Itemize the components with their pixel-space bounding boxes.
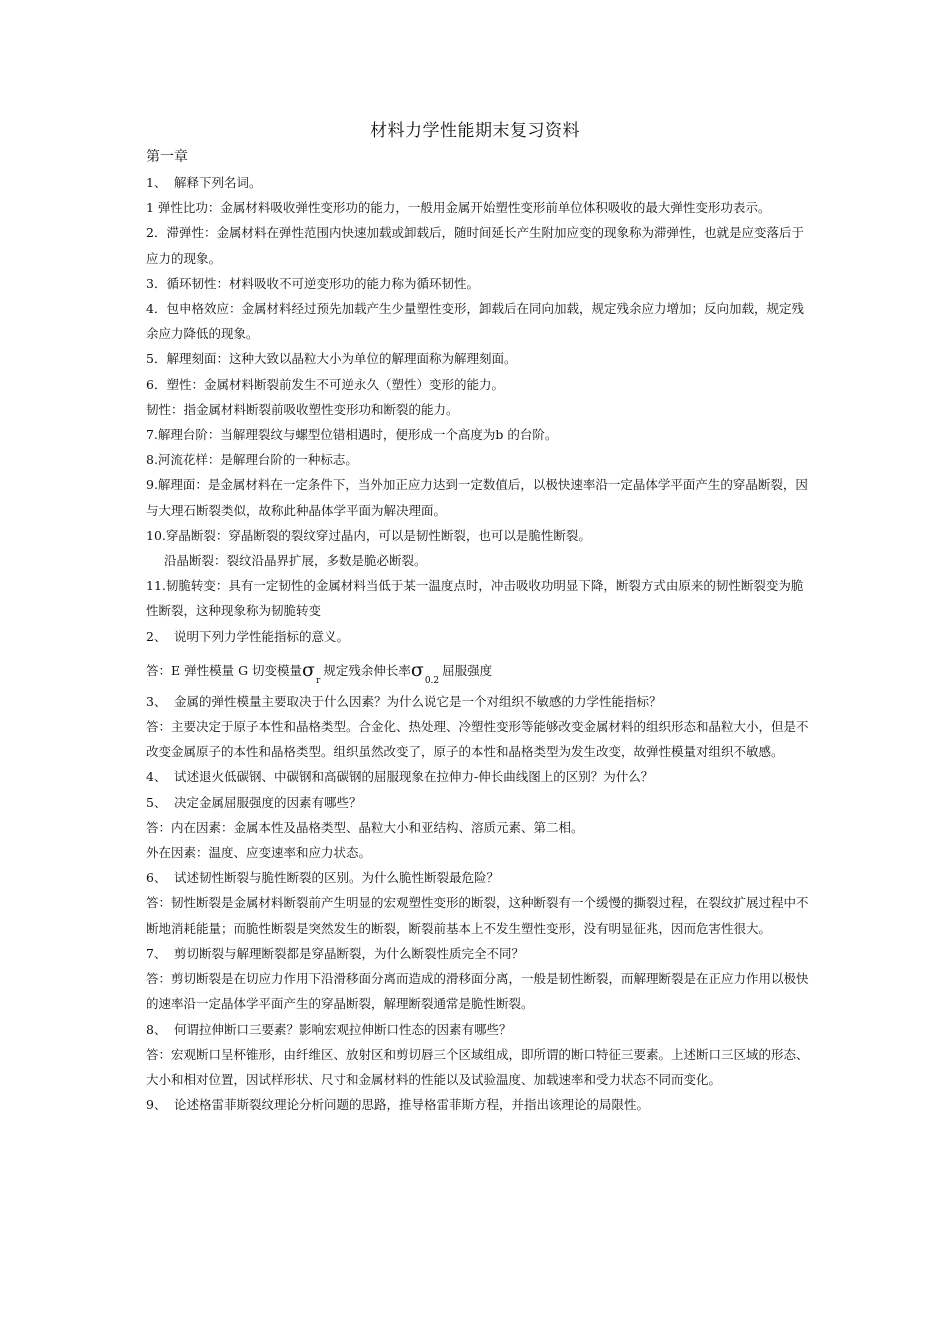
answer-formula (146, 649, 810, 689)
question-number: 8、 (146, 1021, 167, 1037)
question-text: 说明下列力学性能指标的意义。 (174, 628, 350, 644)
answer-text: 外在因素：温度、应变速率和应力状态。 (146, 845, 372, 861)
definition-item: 5．解理刻面：这种大致以晶粒大小为单位的解理面称为解理刻面。 (146, 351, 517, 367)
definition-item: 9.解理面：是金属材料在一定条件下，当外加正应力达到一定数值后，以极快速率沿一定晶体学平面产生的穿晶断裂，因与大理石断裂类似，故称此种晶体学平面为解决理面。 (146, 477, 808, 518)
answer-text: 答：主要决定于原子本性和晶格类型。合金化、热处理、冷塑性变形等能够改变金属材料的组织形态和晶粒大小，但是不改变金属原子的本性和晶格类型。组织虽然改变了，原子的本性和晶格类型为发生改变，故弹性模量对组织不敏感。 (146, 719, 809, 760)
question-8 (146, 1017, 810, 1042)
question-number: 9、 (146, 1097, 167, 1113)
answer-text: 答：韧性断裂是金属材料断裂前产生明显的宏观塑性变形的断裂，这种断裂有一个缓慢的撕裂过程，在裂纹扩展过程中不断地消耗能量；而脆性断裂是突然发生的断裂，断裂前基本上不发生塑性变形，没有明显征兆，因而危害性很大。 (146, 895, 809, 936)
question-9 (146, 1092, 810, 1117)
sigma-symbol: σ (410, 658, 424, 681)
definition-item: 1 弹性比功：金属材料吸收弹性变形功的能力，一般用金属开始塑性变形前单位体积吸收的最大弹性变形功表示。 (146, 200, 771, 216)
question-2 (146, 624, 810, 649)
question-number: 6、 (146, 870, 167, 886)
question-text: 试述退火低碳钢、中碳钢和高碳钢的屈服现象在拉伸力-伸长曲线图上的区别？为什么？ (174, 769, 654, 785)
question-number: 2、 (146, 628, 167, 644)
definition-item: 7.解理台阶：当解理裂纹与螺型位错相遇时，便形成一个高度为b 的台阶。 (146, 427, 558, 443)
definition-item: 沿晶断裂：裂纹沿晶界扩展，多数是脆必断裂。 (164, 553, 427, 569)
question-text: 试述韧性断裂与脆性断裂的区别。为什么脆性断裂最危险？ (174, 870, 500, 886)
question-text: 解释下列名词。 (174, 175, 262, 190)
definition-item: 6．塑性：金属材料断裂前发生不可逆永久（塑性）变形的能力。 (146, 376, 504, 392)
question-3 (146, 689, 810, 714)
question-text: 剪切断裂与解理断裂都是穿晶断裂，为什么断裂性质完全不同？ (174, 945, 525, 961)
question-6 (146, 865, 810, 890)
answer-middle: 规定残余伸长率 (323, 662, 411, 678)
question-5 (146, 790, 810, 815)
question-1 (146, 170, 810, 195)
answer-suffix: 屈服强度 (442, 662, 493, 678)
chapter-heading: 第一章 (146, 149, 188, 165)
definition-item: 2．滞弹性：金属材料在弹性范围内快速加载或卸载后，随时间延长产生附加应变的现象称为滞弹性，也就是应变落后于应力的现象。 (146, 225, 804, 266)
question-4 (146, 764, 810, 789)
document-title: 材料力学性能期末复习资料 (370, 121, 580, 141)
question-text: 何谓拉伸断口三要素？影响宏观拉伸断口性态的因素有哪些？ (174, 1021, 512, 1037)
answer-text: 答：内在因素：金属本性及晶格类型、晶粒大小和亚结构、溶质元素、第二相。 (146, 819, 584, 835)
answer-text: 答：剪切断裂是在切应力作用下沿滑移面分离而造成的滑移面分离，一般是韧性断裂，而解理断裂是在正应力作用以极快的速率沿一定晶体学平面产生的穿晶断裂，解理断裂通常是脆性断裂。 (146, 971, 809, 1012)
definition-item: 8.河流花样：是解理台阶的一种标志。 (146, 452, 358, 468)
question-text: 论述格雷菲斯裂纹理论分析问题的思路，推导格雷菲斯方程，并指出该理论的局限性。 (174, 1097, 650, 1113)
question-text: 决定金属屈服强度的因素有哪些？ (174, 794, 362, 810)
question-number: 1、 (146, 175, 167, 190)
sigma-symbol: σ (302, 658, 316, 681)
definition-item: 4．包申格效应：金属材料经过预先加载产生少量塑性变形，卸载后在同向加载，规定残余应力增加；反向加载，规定残余应力降低的现象。 (146, 301, 804, 342)
question-7 (146, 941, 810, 966)
subscript-r: r (316, 675, 321, 686)
definition-item: 10.穿晶断裂：穿晶断裂的裂纹穿过晶内，可以是韧性断裂，也可以是脆性断裂。 (146, 527, 591, 543)
definition-item: 韧性：指金属材料断裂前吸收塑性变形功和断裂的能力。 (146, 401, 459, 417)
definition-item: 11.韧脆转变：具有一定韧性的金属材料当低于某一温度点时，冲击吸收功明显下降，断裂方式由原来的韧性断裂变为脆性断裂，这种现象称为韧脆转变 (146, 578, 804, 619)
question-number: 3、 (146, 693, 167, 709)
question-number: 4、 (146, 769, 167, 785)
question-text: 金属的弹性模量主要取决于什么因素？为什么说它是一个对组织不敏感的力学性能指标？ (174, 693, 662, 709)
question-number: 7、 (146, 945, 167, 961)
definition-item: 3．循环韧性：材料吸收不可逆变形功的能力称为循环韧性。 (146, 275, 479, 291)
document-body (146, 144, 810, 1117)
question-number: 5、 (146, 794, 167, 810)
answer-prefix: 答：E 弹性模量 G 切变模量 (146, 662, 303, 678)
answer-text: 答：宏观断口呈杯锥形，由纤维区、放射区和剪切唇三个区域组成，即所谓的断口特征三要素。上述断口三区域的形态、大小和相对位置，因试样形状、尺寸和金属材料的性能以及试验温度、加载速率和受力状态不同而变化。 (146, 1046, 809, 1087)
subscript-02: 0.2 (424, 675, 440, 686)
